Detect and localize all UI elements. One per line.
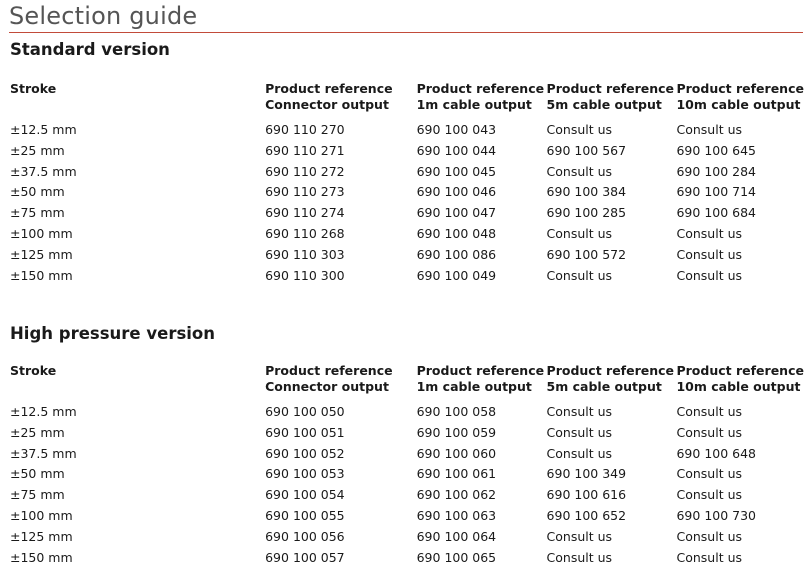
cell-stroke: ±37.5 mm <box>10 163 77 179</box>
table-row <box>10 464 804 485</box>
cell-stroke: ±75 mm <box>10 487 65 503</box>
cell-5m-cable-output: Consult us <box>546 122 613 137</box>
column-header-connector-output <box>265 363 417 402</box>
cell-1m-cable-output: 690 100 061 <box>416 466 497 482</box>
cell-1m-cable-output: 690 100 047 <box>416 205 497 221</box>
cell-connector-output: 690 100 055 <box>265 507 345 523</box>
cell-stroke: ±150 mm <box>10 549 73 565</box>
page-title: Selection guide <box>9 2 198 30</box>
column-header-10m-cable-output <box>676 363 804 402</box>
header-label: Product reference <box>546 363 675 378</box>
cell-10m-cable-output: 690 100 684 <box>676 205 757 221</box>
cell-stroke: ±50 mm <box>10 184 65 200</box>
standard-version-table <box>10 81 804 286</box>
cell-connector-output: 690 110 273 <box>265 184 345 200</box>
cell-1m-cable-output: 690 100 062 <box>416 487 497 503</box>
cell-10m-cable-output: Consult us <box>676 246 742 262</box>
header-label: Product reference <box>416 363 545 378</box>
cell-10m-cable-output: Consult us <box>676 424 742 440</box>
cell-5m-cable-output: Consult us <box>546 528 613 544</box>
cell-1m-cable-output: 690 100 046 <box>416 184 497 200</box>
cell-connector-output: 690 110 300 <box>265 267 345 283</box>
cell-stroke: ±125 mm <box>10 246 73 262</box>
cell-5m-cable-output: 690 100 349 <box>546 466 627 482</box>
cell-1m-cable-output: 690 100 086 <box>416 246 497 262</box>
table-row <box>10 245 804 266</box>
cell-10m-cable-output: 690 100 730 <box>676 507 757 523</box>
cell-5m-cable-output: 690 100 285 <box>546 205 627 221</box>
header-label: Stroke <box>10 363 57 378</box>
cell-stroke: ±125 mm <box>10 528 73 544</box>
cell-1m-cable-output: 690 100 044 <box>416 142 497 158</box>
cell-connector-output: 690 100 053 <box>265 466 345 482</box>
header-label: Product reference <box>416 81 545 96</box>
cell-stroke: ±25 mm <box>10 142 65 158</box>
cell-connector-output: 690 100 052 <box>265 445 345 461</box>
cell-5m-cable-output: Consult us <box>546 549 613 565</box>
header-label: Product reference <box>265 81 393 96</box>
cell-1m-cable-output: 690 100 064 <box>416 528 497 544</box>
cell-10m-cable-output: Consult us <box>676 487 742 503</box>
cell-stroke: ±150 mm <box>10 267 73 283</box>
column-header-10m-cable-output <box>676 81 804 120</box>
cell-5m-cable-output: Consult us <box>546 163 613 179</box>
table-row <box>10 162 804 183</box>
cell-stroke: ±100 mm <box>10 507 73 523</box>
table-row <box>10 203 804 224</box>
table-row <box>10 182 804 203</box>
table-row <box>10 224 804 245</box>
header-sublabel: 1m cable output <box>416 97 532 112</box>
section-heading-high-pressure: High pressure version <box>10 324 216 343</box>
header-sublabel: 10m cable output <box>676 379 801 394</box>
column-header-1m-cable-output <box>417 81 547 120</box>
cell-10m-cable-output: Consult us <box>676 122 742 137</box>
cell-5m-cable-output: 690 100 567 <box>546 142 627 158</box>
cell-5m-cable-output: 690 100 616 <box>546 487 627 503</box>
cell-stroke: ±50 mm <box>10 466 65 482</box>
table-row <box>10 548 804 569</box>
table-row <box>10 141 804 162</box>
cell-stroke: ±12.5 mm <box>10 122 77 137</box>
cell-stroke: ±37.5 mm <box>10 445 77 461</box>
table-row <box>10 485 804 506</box>
cell-connector-output: 690 100 056 <box>265 528 345 544</box>
column-header-connector-output <box>265 81 417 120</box>
column-header-5m-cable-output <box>547 81 677 120</box>
column-header-1m-cable-output <box>417 363 547 402</box>
cell-connector-output: 690 110 272 <box>265 163 345 179</box>
cell-connector-output: 690 110 270 <box>265 122 345 137</box>
cell-1m-cable-output: 690 100 049 <box>416 267 497 283</box>
cell-1m-cable-output: 690 100 063 <box>416 507 497 523</box>
cell-10m-cable-output: Consult us <box>676 466 742 482</box>
cell-connector-output: 690 110 303 <box>265 246 345 262</box>
section-heading-standard: Standard version <box>10 40 170 59</box>
cell-stroke: ±100 mm <box>10 225 73 241</box>
cell-1m-cable-output: 690 100 065 <box>416 549 497 565</box>
cell-1m-cable-output: 690 100 048 <box>416 225 497 241</box>
cell-connector-output: 690 100 057 <box>265 549 345 565</box>
column-header-stroke <box>10 81 265 120</box>
table-row <box>10 266 804 287</box>
cell-10m-cable-output: Consult us <box>676 528 742 544</box>
table-row <box>10 120 804 141</box>
header-label: Stroke <box>10 81 57 96</box>
cell-10m-cable-output: Consult us <box>676 549 742 565</box>
title-divider <box>9 32 803 33</box>
table-row <box>10 423 804 444</box>
cell-10m-cable-output: Consult us <box>676 225 742 241</box>
cell-5m-cable-output: 690 100 652 <box>546 507 627 523</box>
cell-5m-cable-output: 690 100 384 <box>546 184 627 200</box>
table-header-row <box>10 363 804 402</box>
table-header-row <box>10 81 804 120</box>
cell-5m-cable-output: Consult us <box>546 404 613 419</box>
header-sublabel: 1m cable output <box>416 379 532 394</box>
cell-connector-output: 690 100 050 <box>265 404 345 419</box>
header-sublabel: Connector output <box>265 97 389 112</box>
cell-10m-cable-output: 690 100 645 <box>676 142 757 158</box>
cell-5m-cable-output: Consult us <box>546 225 613 241</box>
cell-10m-cable-output: Consult us <box>676 404 742 419</box>
cell-5m-cable-output: Consult us <box>546 445 613 461</box>
column-header-stroke <box>10 363 265 402</box>
cell-10m-cable-output: 690 100 648 <box>676 445 757 461</box>
cell-10m-cable-output: 690 100 284 <box>676 163 757 179</box>
table-row <box>10 444 804 465</box>
cell-10m-cable-output: 690 100 714 <box>676 184 757 200</box>
cell-connector-output: 690 100 054 <box>265 487 345 503</box>
header-sublabel: 10m cable output <box>676 97 801 112</box>
cell-5m-cable-output: Consult us <box>546 424 613 440</box>
cell-5m-cable-output: 690 100 572 <box>546 246 627 262</box>
cell-1m-cable-output: 690 100 059 <box>416 424 497 440</box>
header-sublabel: 5m cable output <box>546 379 662 394</box>
cell-connector-output: 690 110 271 <box>265 142 345 158</box>
cell-1m-cable-output: 690 100 045 <box>416 163 497 179</box>
cell-connector-output: 690 110 274 <box>265 205 345 221</box>
header-sublabel: 5m cable output <box>546 97 662 112</box>
cell-stroke: ±25 mm <box>10 424 65 440</box>
header-label: Product reference <box>676 81 804 96</box>
header-label: Product reference <box>265 363 393 378</box>
header-label: Product reference <box>676 363 804 378</box>
header-sublabel: Connector output <box>265 379 389 394</box>
high-pressure-version-table <box>10 363 804 568</box>
header-label: Product reference <box>546 81 675 96</box>
cell-1m-cable-output: 690 100 058 <box>416 404 497 419</box>
cell-10m-cable-output: Consult us <box>676 267 742 283</box>
table-row <box>10 402 804 423</box>
cell-1m-cable-output: 690 100 060 <box>416 445 497 461</box>
cell-stroke: ±75 mm <box>10 205 65 221</box>
cell-connector-output: 690 100 051 <box>265 424 345 440</box>
cell-connector-output: 690 110 268 <box>265 225 345 241</box>
table-row <box>10 527 804 548</box>
table-row <box>10 506 804 527</box>
cell-5m-cable-output: Consult us <box>546 267 613 283</box>
cell-1m-cable-output: 690 100 043 <box>416 122 497 137</box>
cell-stroke: ±12.5 mm <box>10 404 77 419</box>
column-header-5m-cable-output <box>547 363 677 402</box>
